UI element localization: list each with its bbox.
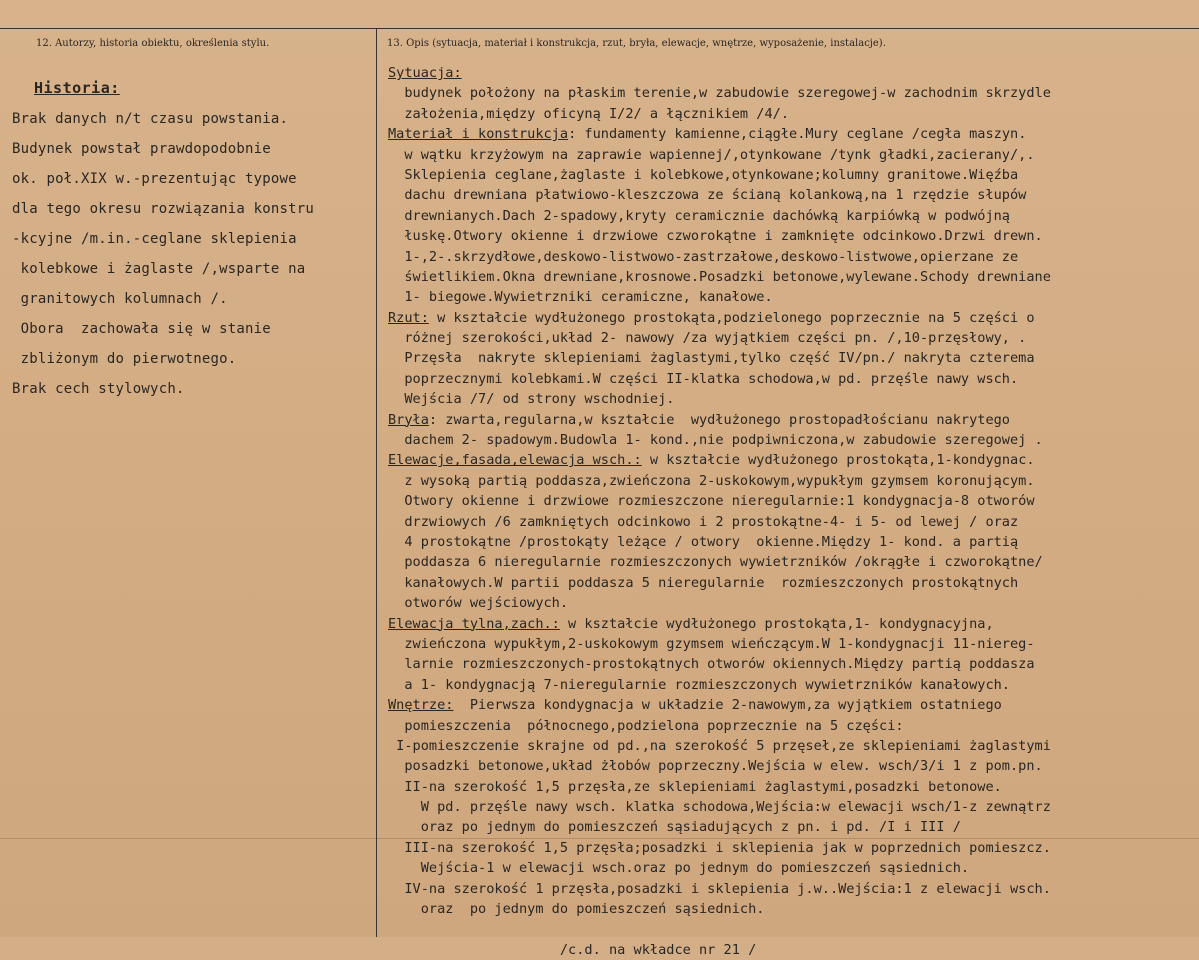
description-line	[388, 450, 1196, 470]
description-line	[388, 593, 1196, 613]
description-text-span: III-na szerokość 1,5 przęsła;posadzki i sklepienia jak w poprzednich pomieszcz.	[388, 839, 1051, 856]
description-text-span: dachem 2- spadowym.Budowla 1- kond.,nie podpiwniczona,w zabudowie szeregowej .	[388, 432, 1043, 449]
description-text-span: w kształcie wydłużonego prostokąta,podzielonego poprzecznie na 5 części o	[428, 309, 1035, 326]
description-text-span: Przęsła nakryte sklepieniami żaglastymi,tylko część IV/pn./ nakryta czterema	[388, 350, 1035, 367]
description-line	[388, 899, 1196, 919]
description-text-span: świetlikiem.Okna drewniane,krosnowe.Posadzki betonowe,wylewane.Schody drewniane	[388, 268, 1051, 285]
description-text-span: : fundamenty kamienne,ciągłe.Mury ceglane /cegła maszyn.	[568, 126, 1027, 143]
description-line	[388, 389, 1196, 409]
history-line: dla tego okresu rozwiązania konstru	[12, 201, 315, 217]
description-line	[388, 777, 1196, 797]
description-line	[388, 348, 1196, 368]
description-text-span: poddasza 6 nieregularnie rozmieszczonych wywietrzników /okrągłe i czworokątne/	[388, 554, 1043, 571]
history-line: -kcyjne /m.in.-ceglane sklepienia	[12, 231, 297, 247]
description-line	[388, 206, 1196, 226]
description-line	[388, 675, 1196, 695]
description-text-span: w kształcie wydłużonego prostokąta,1- kondygnacyjna,	[559, 615, 994, 632]
section-label: Wnętrze:	[388, 697, 454, 714]
description-line	[388, 573, 1196, 593]
description-text-span: łuskę.Otwory okienne i drzwiowe czworokątne i zamknięte odcinkowo.Drzwi drewn.	[388, 228, 1043, 245]
description-text-span: w wątku krzyżowym na zaprawie wapiennej/,otynkowane /tynk gładki,zacierany/,.	[388, 146, 1035, 163]
description-text-span: oraz po jednym do pomieszczeń sąsiadujących z pn. i pd. /I i III /	[388, 819, 961, 836]
description-line	[388, 267, 1196, 287]
frame-top-line	[0, 28, 1199, 29]
description-text-span: a 1- kondygnacją 7-nieregularnie rozmieszczonych wywietrzników kanałowych.	[388, 676, 1010, 693]
description-column	[388, 63, 1196, 960]
description-line	[388, 940, 1196, 960]
description-text-span: 4 prostokątne /prostokąty leżące / otwory okienne.Między 1- kond. a partią	[388, 533, 1019, 550]
history-line: Obora zachowała się w stanie	[12, 321, 271, 337]
description-text-span: oraz po jednym do pomieszczeń sąsiednich.	[388, 901, 765, 918]
description-line	[388, 145, 1196, 165]
description-text-span: zwieńczona wypukłym,2-uskokowym gzymsem wieńczącym.W 1-kondygnacji 11-niereg-	[388, 635, 1035, 652]
section-label: Materiał i konstrukcja	[388, 126, 569, 143]
description-text-span: Sklepienia ceglane,żaglaste i kolebkowe,otynkowane;kolumny granitowe.Więźba	[388, 166, 1019, 183]
description-text-span: Pierwsza kondygnacja w układzie 2-nawowym,za wyjątkiem ostatniego	[453, 697, 1002, 714]
history-line: Budynek powstał prawdopodobnie	[12, 141, 271, 157]
description-text-span: różnej szerokości,układ 2- nawowy /za wyjątkiem części pn. /,10-przęsłowy, .	[388, 330, 1027, 347]
description-line	[388, 512, 1196, 532]
description-text-span: drzwiowych /6 zamkniętych odcinkowo i 2 prostokątne-4- i 5- od lewej / oraz	[388, 513, 1019, 530]
description-line	[388, 165, 1196, 185]
column-divider	[376, 28, 377, 937]
description-text-span: larnie rozmieszczonych-prostokątnych otworów okiennych.Między partią poddasza	[388, 656, 1035, 673]
description-text-span: otworów wejściowych.	[388, 595, 569, 612]
description-text-span: 1- biegowe.Wywietrzniki ceramiczne, kanałowe.	[388, 289, 773, 306]
description-line	[388, 634, 1196, 654]
description-line	[388, 797, 1196, 817]
history-text	[12, 104, 372, 404]
description-line	[388, 83, 1196, 103]
description-text-span: pomieszczenia północnego,podzielona poprzecznie na 5 części:	[388, 717, 904, 734]
section-12-header: 12. Autorzy, historia obiektu, określenia stylu.	[36, 38, 270, 49]
description-line	[388, 104, 1196, 124]
description-text-span: IV-na szerokość 1 przęsła,posadzki i sklepienia j.w..Wejścia:1 z elewacji wsch.	[388, 880, 1051, 897]
description-text	[388, 63, 1196, 960]
history-line: kolebkowe i żaglaste /,wsparte na	[12, 261, 306, 277]
description-text-span: z wysoką partią poddasza,zwieńczona 2-uskokowym,wypukłym gzymsem koronującym.	[388, 472, 1035, 489]
description-line	[388, 614, 1196, 634]
description-line	[388, 185, 1196, 205]
history-line: Brak cech stylowych.	[12, 381, 185, 397]
description-text-span: budynek położony na płaskim terenie,w zabudowie szeregowej-w zachodnim skrzydle	[388, 85, 1051, 102]
description-text-span: kanałowych.W partii poddasza 5 nieregularnie rozmieszczonych prostokątnych	[388, 574, 1019, 591]
history-line: granitowych kolumnach /.	[12, 291, 228, 307]
description-text-span: W pd. przęśle nawy wsch. klatka schodowa,Wejścia:w elewacji wsch/1-z zewnątrz	[388, 799, 1051, 816]
description-line	[388, 287, 1196, 307]
description-line	[388, 247, 1196, 267]
history-line: zbliżonym do pierwotnego.	[12, 351, 237, 367]
description-line	[388, 716, 1196, 736]
section-label: Rzut:	[388, 309, 429, 326]
description-line	[388, 756, 1196, 776]
description-line	[388, 369, 1196, 389]
description-line	[388, 410, 1196, 430]
description-line	[388, 532, 1196, 552]
description-text-span: w kształcie wydłużonego prostokąta,1-kondygnac.	[641, 452, 1035, 469]
description-line	[388, 695, 1196, 715]
section-label: Sytuacja:	[388, 65, 462, 81]
description-line	[388, 654, 1196, 674]
description-line	[388, 838, 1196, 858]
description-line	[388, 430, 1196, 450]
description-line	[388, 736, 1196, 756]
description-text-span: poprzecznymi kolebkami.W części II-klatka schodowa,w pd. przęśle nawy wsch.	[388, 370, 1019, 387]
description-text-span: założenia,między oficyną I/2/ a łącznikiem /4/.	[388, 105, 790, 122]
description-line	[388, 63, 1196, 83]
history-line: ok. poł.XIX w.-prezentując typowe	[12, 171, 297, 187]
description-line	[388, 328, 1196, 348]
section-label: Elewacje,fasada,elewacja wsch.:	[388, 452, 642, 469]
description-text-span: 1-,2-.skrzydłowe,deskowo-listwowo-zastrzałowe,deskowo-listwowe,opierzane ze	[388, 248, 1019, 265]
history-title: Historia:	[34, 79, 120, 97]
description-line	[388, 858, 1196, 878]
description-text-span: I-pomieszczenie skrajne od pd.,na szerokość 5 przęseł,ze sklepieniami żaglastymi	[388, 737, 1051, 754]
description-text-span: II-na szerokość 1,5 przęsła,ze sklepieniami żaglastymi,posadzki betonowe.	[388, 778, 1002, 795]
description-text-span: /c.d. na wkładce nr 21 /	[388, 941, 757, 958]
description-line	[388, 124, 1196, 144]
description-text-span: dachu drewniana płatwiowo-kleszczowa ze ścianą kolankową,na 1 rzędzie słupów	[388, 187, 1027, 204]
description-line	[388, 471, 1196, 491]
description-text-span: drewnianych.Dach 2-spadowy,kryty ceramicznie dachówką karpiówką w podwójną	[388, 207, 1010, 224]
description-line	[388, 552, 1196, 572]
history-line: Brak danych n/t czasu powstania.	[12, 111, 289, 127]
description-text-span: Wejścia-1 w elewacji wsch.oraz po jednym do pomieszczeń sąsiednich.	[388, 860, 970, 877]
description-line	[388, 879, 1196, 899]
description-text-span: posadzki betonowe,układ żłobów poprzeczny.Wejścia w elew. wsch/3/i 1 z pom.pn.	[388, 758, 1043, 775]
description-text-span: : zwarta,regularna,w kształcie wydłużonego prostopadłościanu nakrytego	[428, 411, 1010, 428]
description-text-span: Wejścia /7/ od strony wschodniej.	[388, 391, 675, 408]
section-13-header: 13. Opis (sytuacja, materiał i konstrukcja, rzut, bryła, elewacje, wnętrze, wyposażenie, instalacje).	[387, 38, 886, 49]
description-line	[388, 491, 1196, 511]
history-column	[12, 76, 372, 404]
section-label: Bryła	[388, 411, 429, 428]
description-line	[388, 226, 1196, 246]
description-text-span: Otwory okienne i drzwiowe rozmieszczone nieregularnie:1 kondygnacja-8 otworów	[388, 493, 1035, 510]
section-label: Elewacja tylna,zach.:	[388, 615, 560, 632]
description-line	[388, 308, 1196, 328]
description-line	[388, 817, 1196, 837]
